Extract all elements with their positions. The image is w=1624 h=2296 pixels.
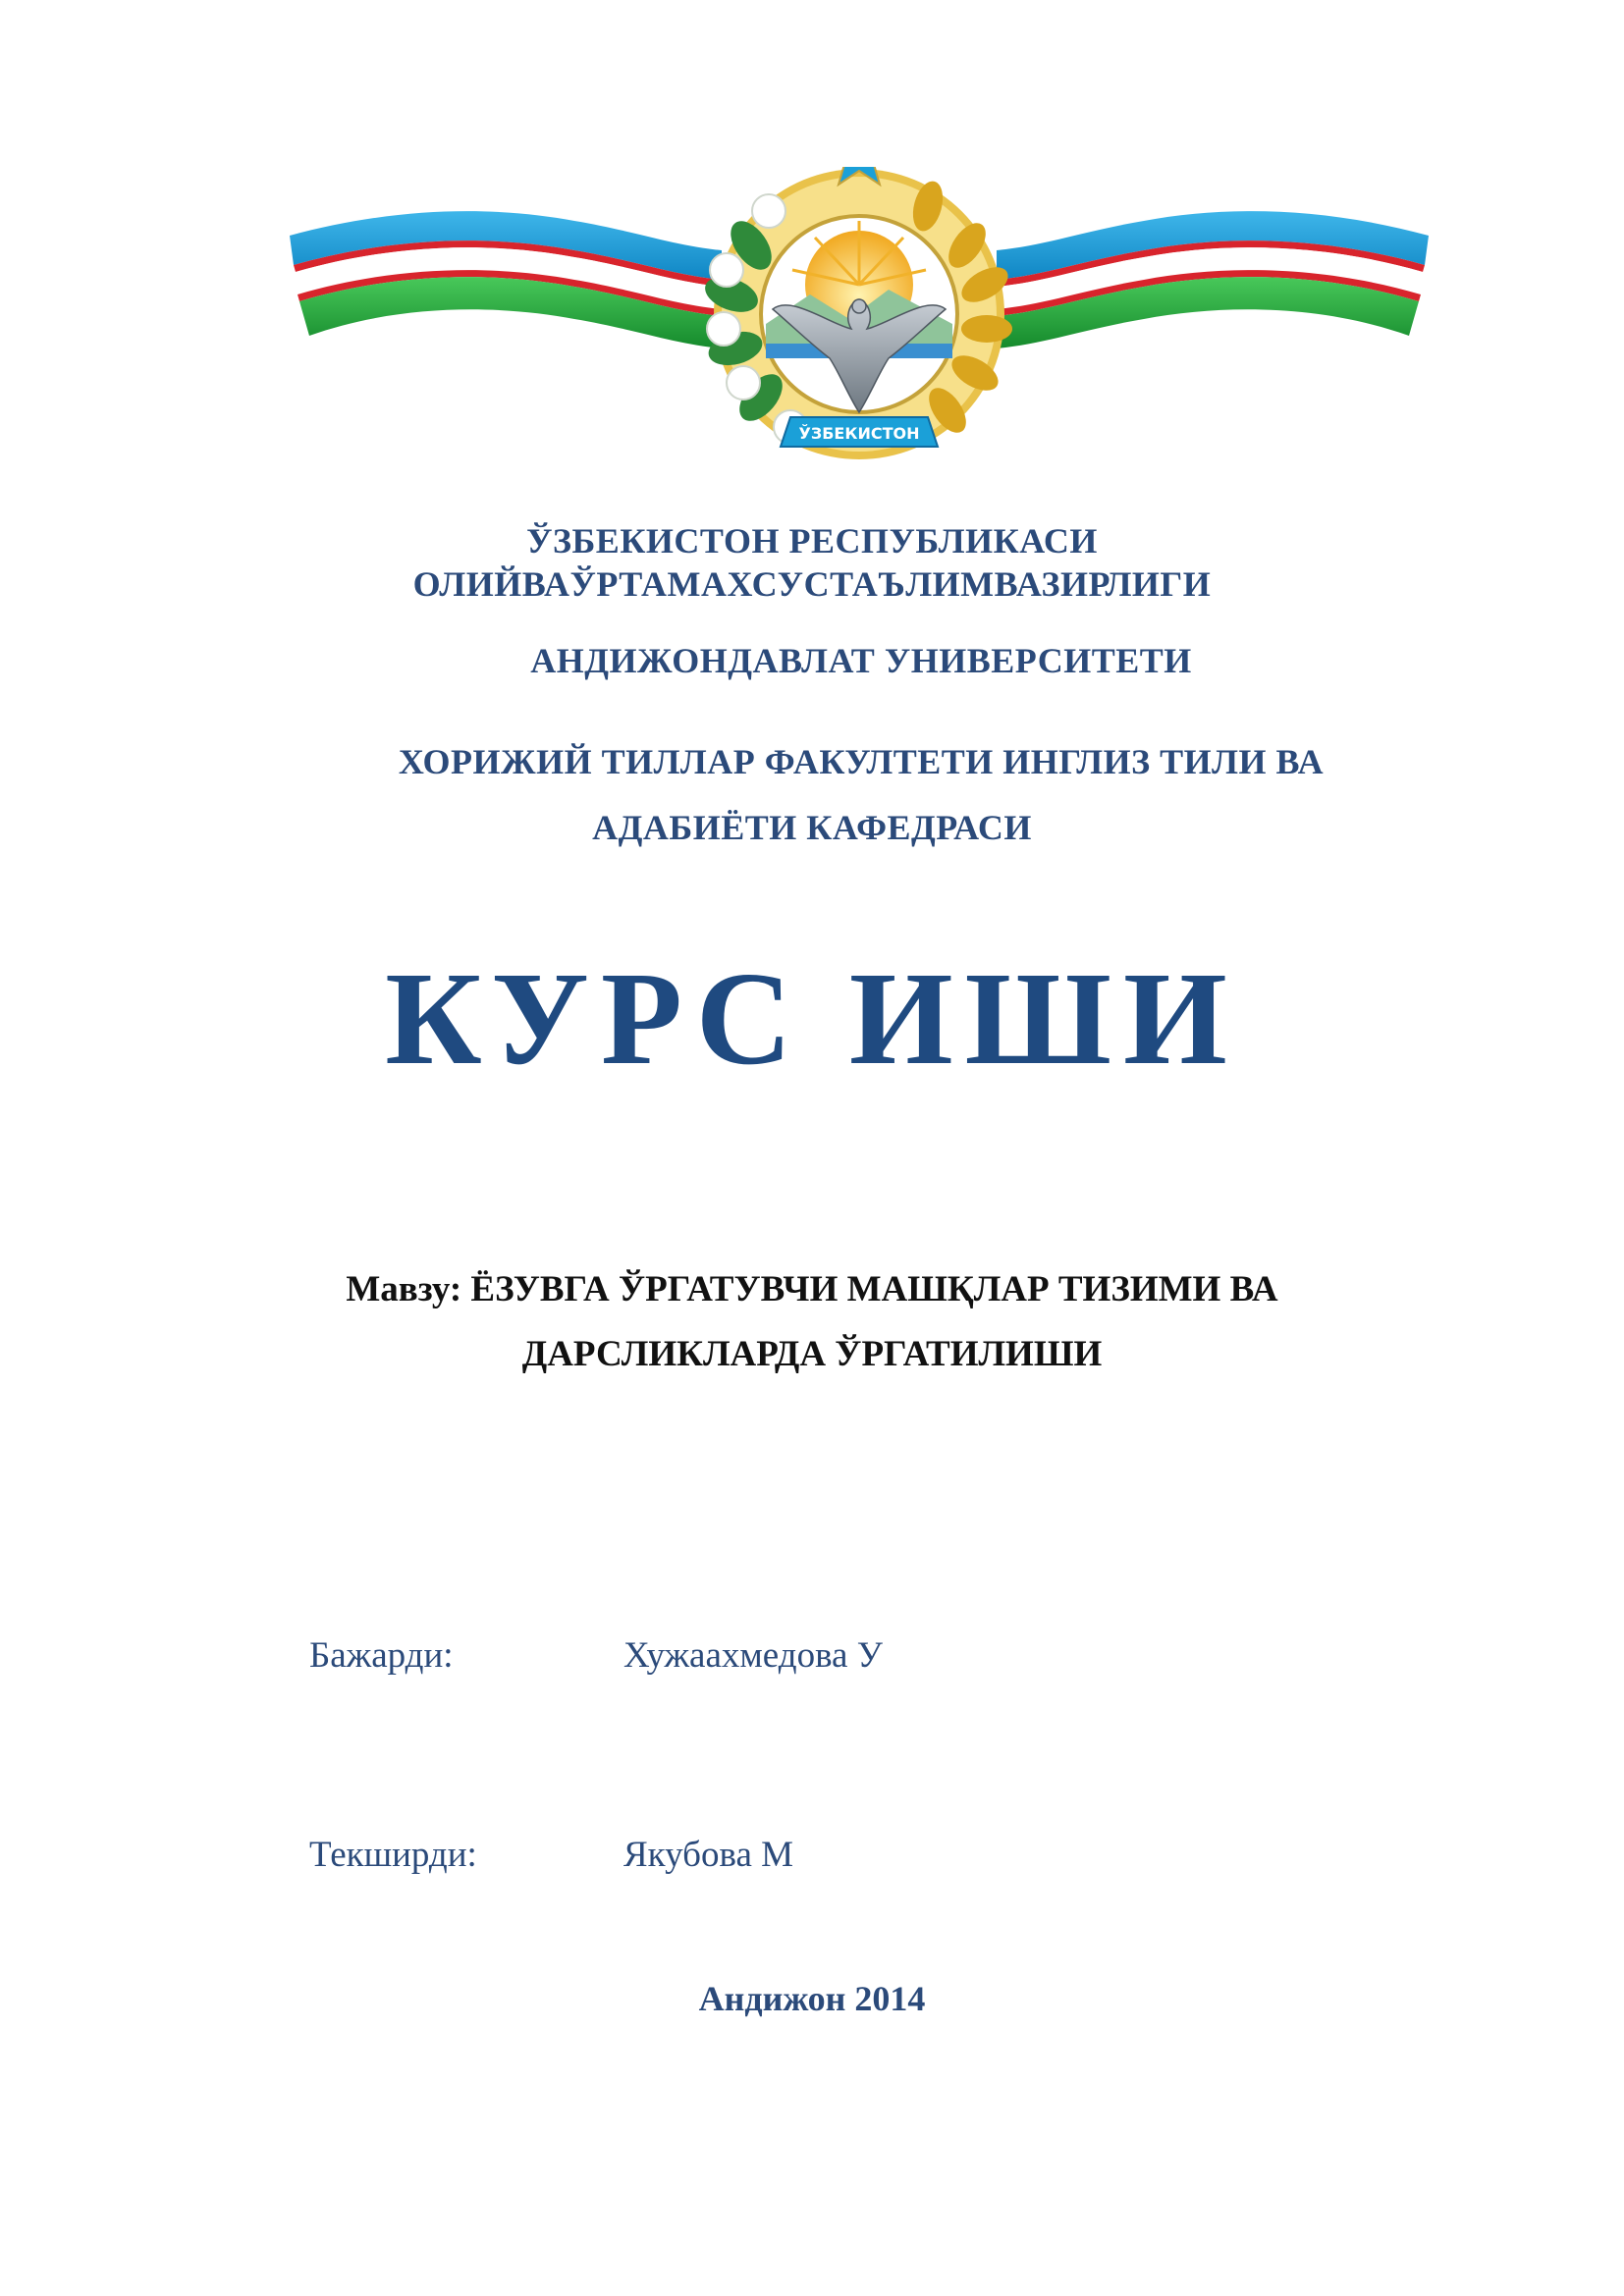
- topic-line-1: Мавзу: ЁЗУВГА ЎРГАТУВЧИ МАШҚЛАР ТИЗИМИ ВА: [346, 1269, 1278, 1309]
- header-faculty: ХОРИЖИЙ ТИЛЛАР ФАКУЛТЕТИ ИНГЛИЗ ТИЛИ ВА: [398, 742, 1325, 781]
- flag-ribbon-right: [997, 211, 1429, 348]
- footer-city-year: Андижон 2014: [698, 1979, 926, 2018]
- header-country: ЎЗБЕКИСТОН РЕСПУБЛИКАСИ: [526, 521, 1098, 561]
- checked-by-label: Текширди:: [309, 1835, 477, 1875]
- topic-line-2: ДАРСЛИКЛАРДА ЎРГАТИЛИШИ: [521, 1334, 1103, 1374]
- header-department: АДАБИЁТИ КАФЕДРАСИ: [592, 808, 1032, 847]
- document-title: КУРС ИШИ: [385, 945, 1239, 1093]
- emblem-medallion: [700, 167, 1013, 459]
- flag-ribbon-left: [290, 211, 722, 348]
- header-university: АНДИЖОНДАВЛАТ УНИВЕРСИТЕТИ: [530, 641, 1192, 680]
- performed-by-label: Бажарди:: [309, 1635, 454, 1676]
- performed-by-value: Хужаахмедова У: [623, 1635, 883, 1676]
- checked-by-value: Якубова М: [623, 1835, 794, 1875]
- emblem-ribbon-text: ЎЗБЕКИСТОН: [798, 424, 920, 443]
- header-ministry: ОЛИЙВАЎРТАМАХСУСТАЪЛИМВАЗИРЛИГИ: [412, 564, 1212, 604]
- state-emblem-icon: [280, 167, 1438, 461]
